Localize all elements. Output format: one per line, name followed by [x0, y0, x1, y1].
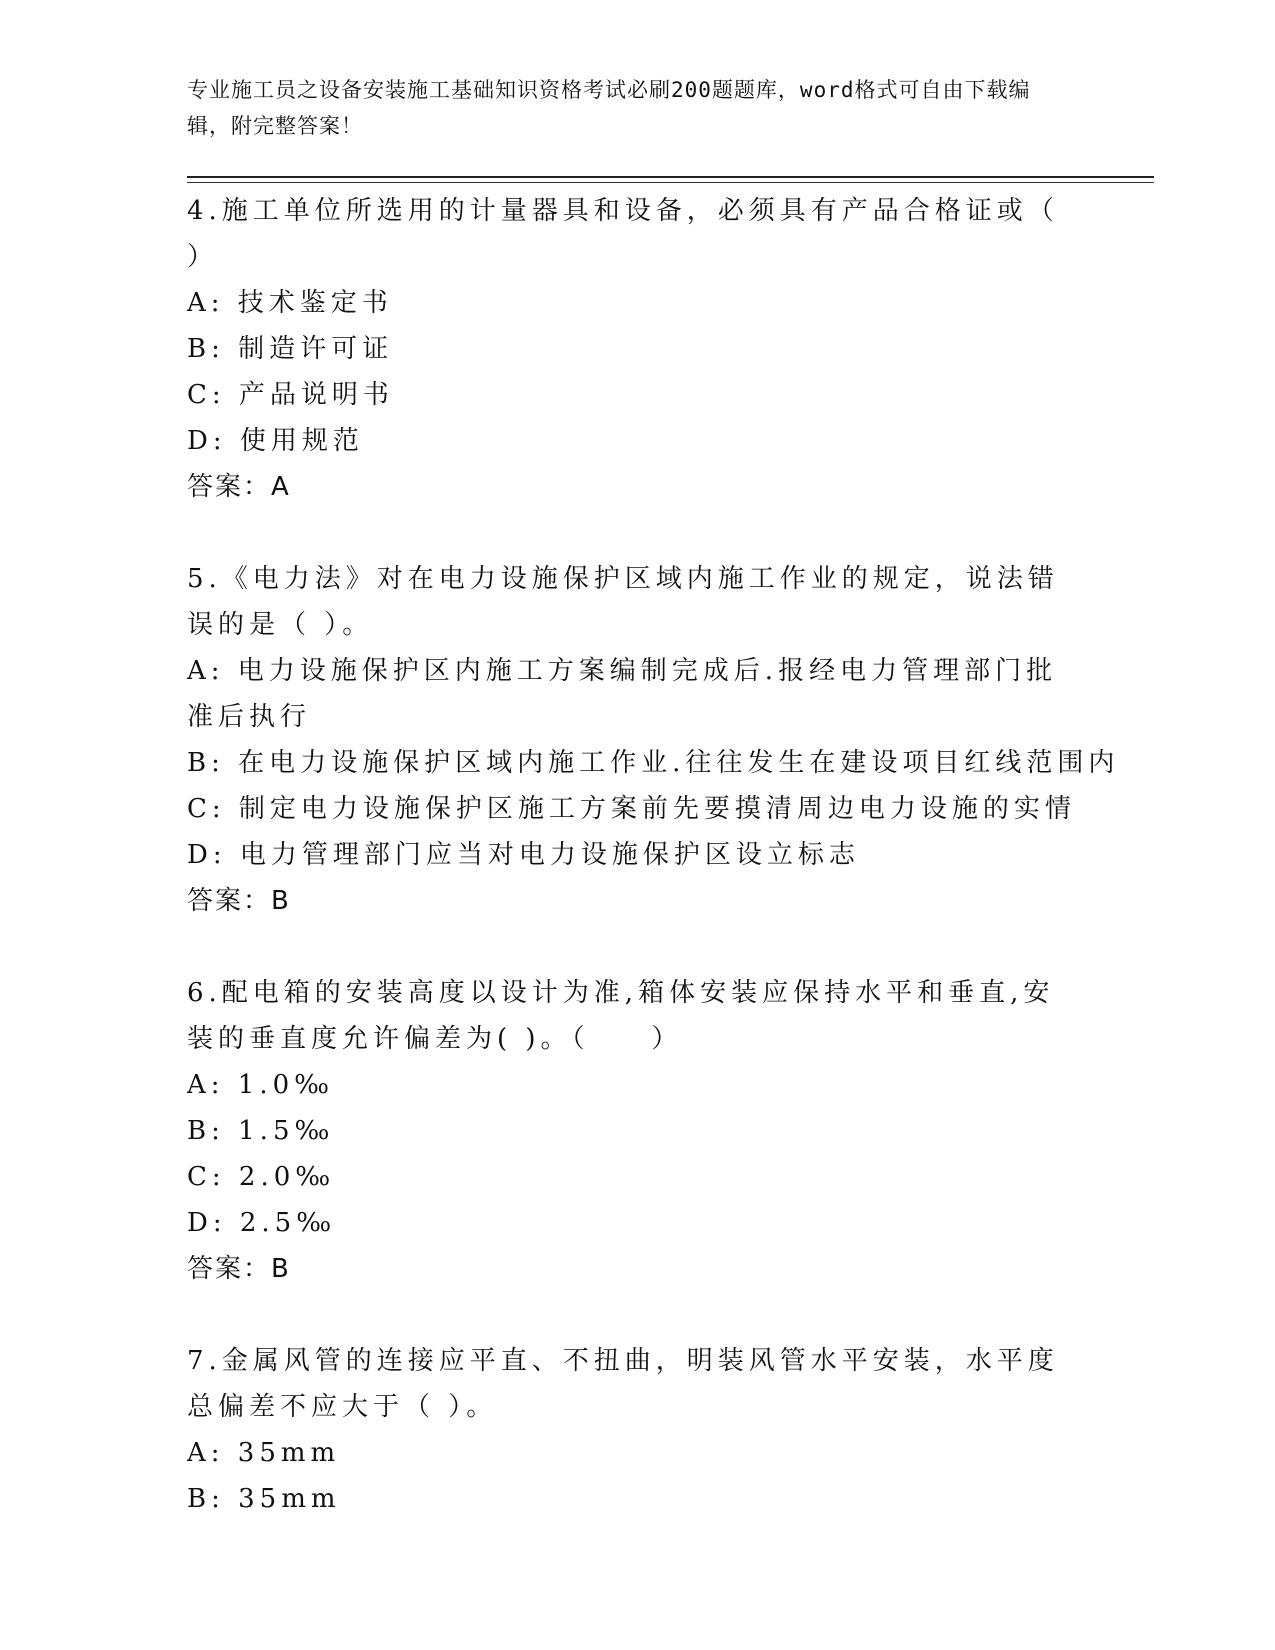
question-text: 5.《电力法》对在电力设施保护区域内施工作业的规定，说法错误的是（ ）。: [187, 564, 1059, 640]
option-b: B: 制造许可证: [187, 334, 394, 364]
option-d: D: 电力管理部门应当对电力设施保护区设立标志: [187, 840, 860, 870]
question-text: 7.金属风管的连接应平直、不扭曲，明装风管水平安装，水平度总偏差不应大于（ ）。: [187, 1346, 1059, 1422]
option-b: B: 1.5‰: [187, 1116, 335, 1146]
header-divider-thin: [187, 182, 1154, 183]
option-a: A: 1.0‰: [187, 1070, 335, 1100]
option-c: C: 2.0‰: [187, 1162, 336, 1192]
question-5: [187, 556, 1120, 924]
question-7: [187, 1338, 1067, 1522]
option-a: A: 技术鉴定书: [187, 288, 393, 318]
header-divider-thick: [187, 176, 1154, 178]
question-text: 4.施工单位所选用的计量器具和设备，必须具有产品合格证或（ ）: [187, 196, 1059, 272]
option-a: A: 35mm: [187, 1438, 341, 1468]
answer: 答案：A: [187, 472, 291, 502]
question-text: 6.配电箱的安装高度以设计为准,箱体安装应保持水平和垂直,安装的垂直度允许偏差为( )。（ ）: [187, 978, 1055, 1054]
question-list: [187, 188, 1120, 1568]
document-header: 专业施工员之设备安装施工基础知识资格考试必刷200题题库，word格式可自由下载编辑，附完整答案！: [187, 78, 1031, 138]
option-c: C: 制定电力设施保护区施工方案前先要摸清周边电力设施的实情: [187, 794, 1076, 824]
option-b: B: 在电力设施保护区域内施工作业.往往发生在建设项目红线范围内: [187, 748, 1120, 778]
question-6: [187, 970, 1067, 1292]
answer: 答案：B: [187, 886, 291, 916]
option-c: C: 产品说明书: [187, 380, 394, 410]
option-d: D: 使用规范: [187, 426, 364, 456]
answer: 答案：B: [187, 1254, 291, 1284]
option-a: A: 电力设施保护区内施工方案编制完成后.报经电力管理部门批准后执行: [187, 656, 1058, 732]
option-d: D: 2.5‰: [187, 1208, 337, 1238]
option-b: B: 35mm: [187, 1484, 341, 1514]
question-4: [187, 188, 1067, 510]
